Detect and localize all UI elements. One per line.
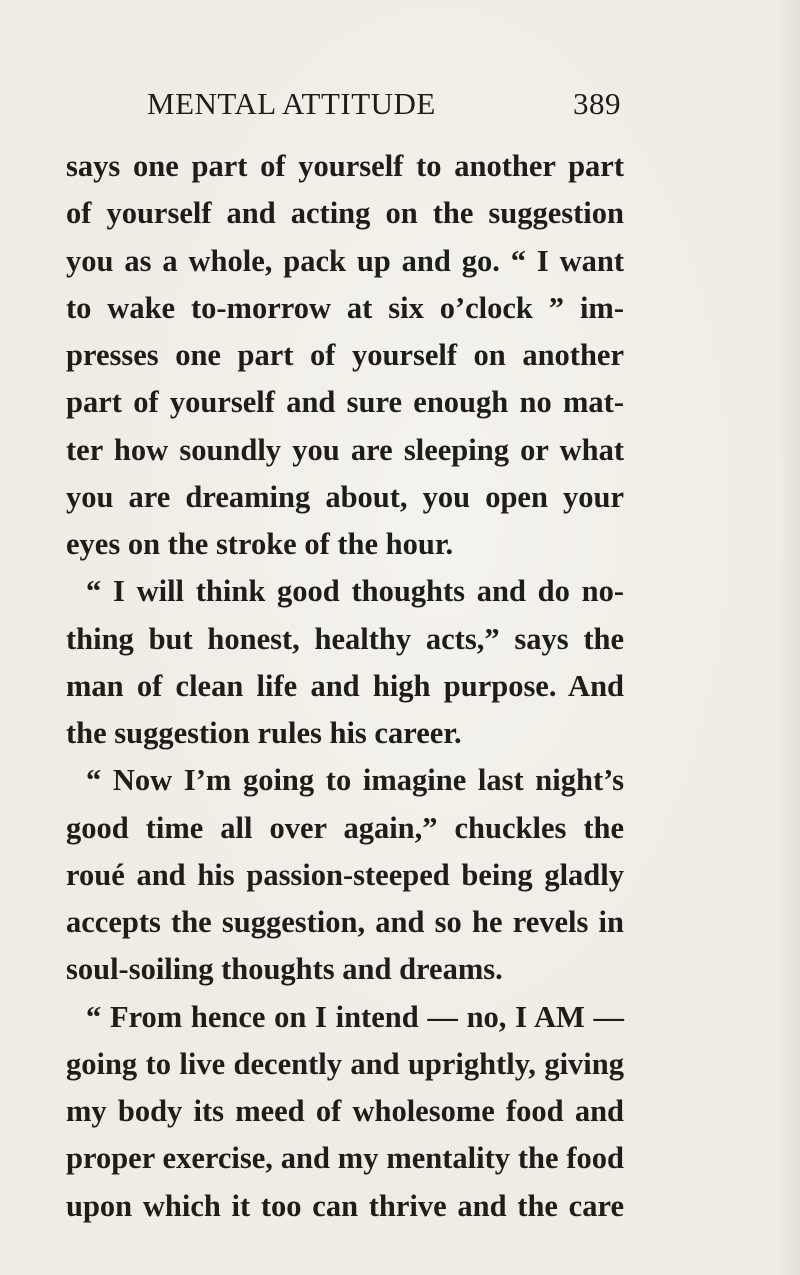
- running-head: [147, 84, 621, 124]
- text-line: you as a whole, pack up and go. “ I want: [66, 243, 624, 278]
- text-line: upon which it too can thrive and the care: [66, 1188, 624, 1223]
- running-title: MENTAL ATTITUDE: [147, 86, 436, 121]
- page-number: 389: [573, 86, 621, 121]
- text-line: accepts the suggestion, and so he revels in: [66, 905, 624, 939]
- text-line: to wake to-morrow at six o’clock ” im-: [66, 290, 624, 325]
- text-line: good time all over again,” chuckles the: [66, 810, 624, 845]
- text-line: ter how soundly you are sleeping or what: [66, 432, 624, 467]
- text-line: part of yourself and sure enough no mat-: [66, 385, 624, 420]
- text-line: “ I will think good thoughts and do no-: [86, 574, 624, 609]
- text-line: “ Now I’m going to imagine last night’s: [86, 763, 624, 798]
- text-line: proper exercise, and my mentality the food: [66, 1141, 624, 1176]
- text-line: going to live decently and uprightly, giving: [66, 1046, 624, 1081]
- text-line: man of clean life and high purpose. And: [66, 668, 624, 703]
- text-line: says one part of yourself to another part: [66, 149, 624, 183]
- text-line: thing but honest, healthy acts,” says the: [66, 621, 624, 656]
- text-line: of yourself and acting on the suggestion: [66, 196, 624, 231]
- text-line: eyes on the stroke of the hour.: [66, 527, 454, 561]
- text-line: “ From hence on I intend — no, I AM —: [86, 999, 624, 1034]
- body-text: [66, 143, 624, 1230]
- text-line: the suggestion rules his career.: [66, 716, 462, 750]
- text-line: roué and his passion-steeped being gladly: [66, 857, 624, 892]
- page-edge-shadow: [778, 0, 800, 1275]
- text-line: you are dreaming about, you open your: [66, 479, 624, 514]
- text-line: presses one part of yourself on another: [66, 338, 624, 372]
- text-line: soul-soiling thoughts and dreams.: [66, 952, 503, 987]
- text-line: my body its meed of wholesome food and: [66, 1094, 624, 1128]
